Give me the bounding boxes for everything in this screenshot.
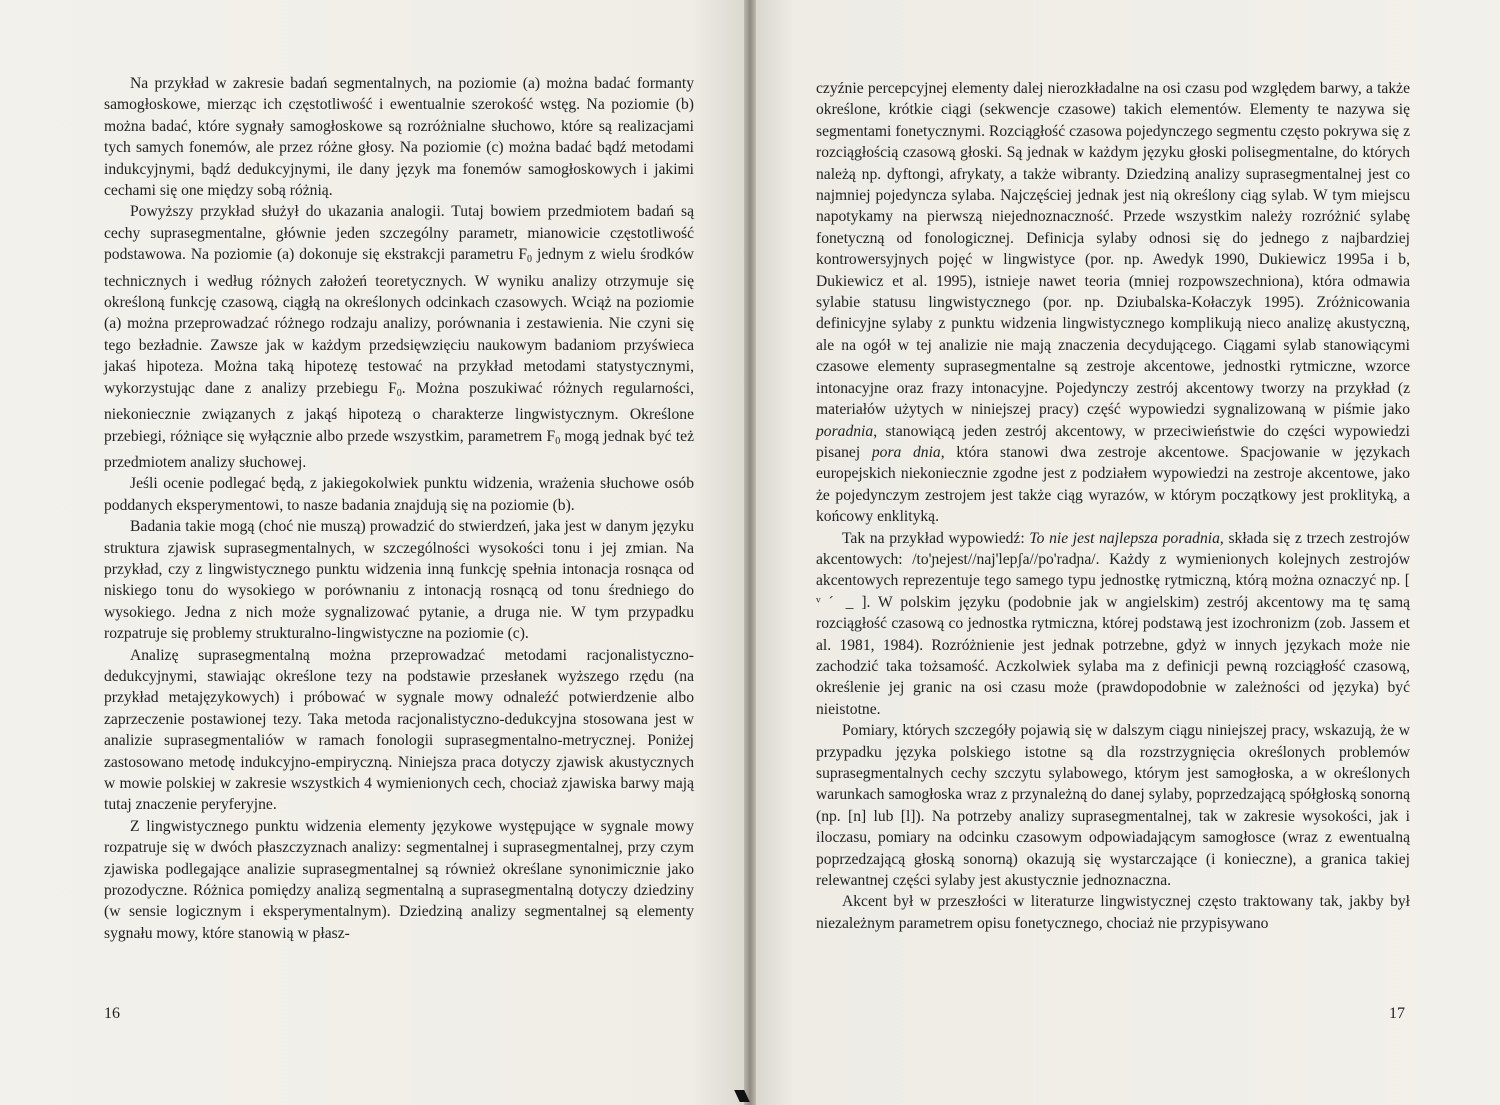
right-page-text [816, 78, 1410, 934]
text-run: To nie jest najlepsza poradnia [1029, 529, 1220, 547]
text-run: poradnia [816, 422, 874, 440]
text-run: 0 [527, 254, 533, 266]
book-gutter [744, 0, 756, 1105]
page-number-right: 17 [1389, 1005, 1405, 1022]
text-run: jednym z wielu środków technicznych i według różnych założeń teoretycznych. W wyniku analizy otrzymuje się określoną funkcję czasową, ciągłą na określonych odcinkach czasowych. Wciąż na poziomie (a) można przeprowadzać różnego rodzaju analizy, porównania i zestawienia. Nie czyni się tego bezładnie. Zawsze jak w każdym przedsięwzięciu naukowym badaniom przyświeca jakaś hipoteza. Można taką hipotezę testować na przykład metodami statystycznymi, wykorzystując dane z analizy przebiegu F [104, 246, 694, 397]
paragraph-p2 [104, 201, 694, 473]
text-run: Jeśli ocenie podlegać będą, z jakiegokolwiek punktu widzenia, wrażenia słuchowe osób poddanych eksperymentowi, to nasze badania znajdują się na poziomie (b). [104, 475, 694, 514]
text-run: Akcent był w przeszłości w literaturze lingwistycznej często traktowany tak, jakby był niezależnym parametrem opisu fonetycznego, chociaż nie przypisywano [816, 893, 1410, 932]
text-run: , stanowiącą jeden zestrój akcentowy, w przeciwieństwie do części wypowiedzi pisanej [816, 422, 1410, 461]
text-run: Powyższy przykład służył do ukazania analogii. Tutaj bowiem przedmiotem badań są cechy suprasegmentalne, głównie jeden szczególny parametr, mianowicie częstotliwość podstawowa. Na poziomie (a) dokonuje się ekstrakcji parametru F [104, 203, 694, 264]
text-run: Analizę suprasegmentalną można przeprowadzać metodami racjonalistyczno-dedukcyjnymi, stawiając określone tezy na podstawie przesłanek wyższego rzędu (na przykład metajęzykowych) i próbować w sygnale mowy odnaleźć potwierdzenie albo zaprzeczenie postawionej tezy. Taka metoda racjonalistyczno-dedukcyjna stosowana jest w analizie suprasegmentaliów w ramach fonologii suprasegmentalno-metrycznej. Poniżej zastosowano metodę indukcyjno-empiryczną. Niniejsza praca dotyczy zjawisk akustycznych w mowie polskiej w zakresie wszystkich 4 wymienionych cech, chociaż zjawiska barwy mają tutaj znaczenie peryferyjne. [104, 646, 694, 814]
text-run: Badania takie mogą (choć nie muszą) prowadzić do stwierdzeń, jaka jest w danym języku struktura zjawisk suprasegmentalnych, w szczególności wysokości tonu i jej zmian. Na przykład, czy z lingwistycznego punktu widzenia inną funkcję spełnia intonacja rosnąca od niskiego tonu do wysokiego w porównaniu z intonacją rosnącą od tonu średniego do wysokiego. Jedna z nich może sygnalizować pytanie, a druga nie. W tym przypadku rozpatruje się problemy strukturalno-lingwistyczne na poziomie (c). [104, 518, 694, 643]
page-number-left: 16 [104, 1005, 120, 1022]
paragraph-p1 [104, 73, 694, 201]
text-run: . Można poszukiwać różnych regularności, niekoniecznie związanych z jakąś hipotezą o charakterze lingwistycznym. Określone przebiegi, różniące się wyłącznie albo przede wszystkim, parametrem F [104, 379, 694, 445]
text-run: Na przykład w zakresie badań segmentalnych, na poziomie (a) można badać formanty samogłoskowe, mierząc ich częstotliwość i ewentualnie szerokość wstęg. Na poziomie (b) można badać, które sygnały samogłoskowe są rozróżnialne słuchowo, które są realizacjami tych samych fonemów, ale przez różne głosy. Na poziomie (c) można badać bądź metodami indukcyjnymi, bądź dedukcyjnymi, ile dany język ma fonemów samogłoskowych i jakimi cechami się one między sobą różnią. [104, 75, 694, 200]
paragraph-r1 [816, 78, 1410, 528]
right-page [750, 0, 1500, 1105]
paragraph-p5 [104, 645, 694, 816]
text-run: 0 [396, 387, 402, 399]
text-run: pora dnia [871, 443, 941, 461]
left-page-text [104, 73, 694, 944]
text-run: mogą jednak być też przedmiotem analizy słuchowej. [104, 427, 694, 471]
text-run: , składa się z trzech zestrojów akcentowych: /to'ɲejest//naj'lepʃa//po'radɲa/. Każdy z wymienionych kolejnych zestrojów akcentowych reprezentuje tego samego typu jednostkę rytmiczną, którą można oznaczyć np. [ ᵛ ˊ _ ]. W polskim języku (podobnie jak w angielskim) zestrój akcentowy ma tę samą rozciągłość czasową co jednostka rytmiczna, której podstawą jest izochronizm (zob. Jassem et al. 1981, 1984). Rozróżnienie jest jednak potrzebne, gdyż w innych językach może nie zachodzić taka tożsamość. Aczkolwiek sylaba ma z definicji pewną rozciągłość czasową, określenie jej granic na osi czasu może (prawdopodobnie w zależności od języka) być nieistotne. [816, 529, 1410, 718]
text-run: Z lingwistycznego punktu widzenia elementy językowe występujące w sygnale mowy rozpatruje się w dwóch płaszczyznach analizy: segmentalnej i suprasegmentalnej, przy czym zjawiska podlegające analizie suprasegmentalnej są również określane synonimicznie jako prozodyczne. Różnica pomiędzy analizą segmentalną a suprasegmentalną dotyczy dziedziny (w sensie logicznym i eksperymentalnym). Dziedziną analizy segmentalnej są elementy sygnału mowy, które stanowią w płasz- [104, 817, 694, 942]
paragraph-r3 [816, 720, 1410, 891]
text-run: , która stanowi dwa zestroje akcentowe. Spacjowanie w językach europejskich niekoniecznie zgodne jest z podziałem wypowiedzi na zestroje akcentowe, jako że pojedynczym zestrojem jest także ciąg wyrazów, w którym początkowy jest proklityką, a końcowy enklityką. [816, 443, 1410, 526]
paragraph-r4 [816, 891, 1410, 934]
text-run: czyźnie percepcyjnej elementy dalej nierozkładalne na osi czasu pod względem barwy, a także określone, krótkie ciągi (sekwencje czasowe) takich elementów. Elementy te nazywa się segmentami fonetycznymi. Rozciągłość czasowa pojedynczego segmentu często pokrywa się z rozciągłością czasową głoski. Są jednak w każdym języku głoski polisegmentalne, do których należą np. dyftongi, afrykaty, a także wibranty. Dziedziną analizy suprasegmentalnej jest co najmniej pojedyncza sylaba. Najczęściej jednak jest nią określony ciąg sylab. W tym miejscu napotykamy na pierwszą niejednoznaczność. Przede wszystkim należy rozróżnić sylabę fonetyczną od fonologicznej. Definicja sylaby odnosi się do jednego z najbardziej kontrowersyjnych pojęć w lingwistyce (por. np. Awedyk 1990, Dukiewicz 1995a i b, Dukiewicz et al. 1995), istnieje nawet teoria (mniej rozpowszechniona), która odmawia sylabie statusu lingwistycznego (por. np. Dziubalska-Kołaczyk 1995). Zróżnicowania definicyjne sylaby z punktu widzenia lingwistycznego komplikują nieco analizę akustyczną, ale na ogół w tej analizie nie mają znaczenia decydującego. Ciągami sylab stanowiącymi czasowe elementy suprasegmentalne są zestroje akcentowe, jednostki rytmiczne, wzorce intonacyjne oraz frazy intonacyjne. Pojedynczy zestrój akcentowy tworzy na przykład (z materiałów użytych w niniejszej pracy) część wypowiedzi sygnalizowaną w piśmie jako [816, 80, 1410, 419]
paragraph-p3 [104, 473, 694, 516]
text-run: Pomiary, których szczegóły pojawią się w dalszym ciągu niniejszej pracy, wskazują, że w przypadku języka polskiego istotne są dla rozstrzygnięcia określonych problemów suprasegmentalnych cechy szczytu sylabowego, którym jest samogłoska, a w określonych warunkach samogłoska wraz z przynależną do danej sylaby, poprzedzającą spółgłoską sonorną (np. [n] lub [l]). Na potrzeby analizy suprasegmentalnej, tak w zakresie wysokości, jak i iloczasu, pomiary na odcinku czasowym odpowiadającym samogłosce (wraz z ewentualną poprzedzającą głoską sonorną) okazują się wystarczające (i konieczne), a granica takiej relewantnej części sylaby jest akustycznie jednoznaczna. [816, 722, 1410, 890]
paragraph-p6 [104, 816, 694, 944]
text-run: 0 [555, 435, 561, 447]
text-run: Tak na przykład wypowiedź: [842, 529, 1030, 547]
paragraph-p4 [104, 516, 694, 644]
paragraph-r2 [816, 528, 1410, 721]
